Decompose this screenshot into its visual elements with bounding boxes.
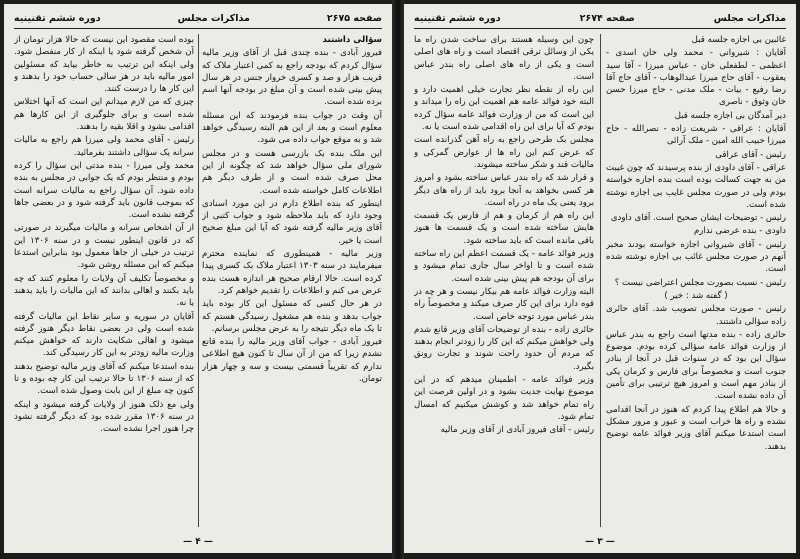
paragraph: حائری زاده - بنده از توضیحات آقای وزیر قانع شدم ولی خواهش میکنم که این کار را زودتر انجام بدهند که مردم آن حدود راحت شوند و تجارت رونق بگیرد. [414,324,594,372]
paragraph: این راه هم از کرمان و هم از فارس یک قسمت هایش ساخته شده است و یک قسمت ها هنوز باقی مانده است که باید ساخته شود. [414,211,594,246]
paragraph: آقایان در سوریه و سایر نقاط این مالیات گرفته شده است ولی در بعضی نقاط دیگر هنوز گرفته میشود و اهالی شکایت دارند که خواهش میکنم وزارت مالیه زودتر به این کار رسیدگی کند. [14,311,194,359]
right-page-column-right [606,34,786,527]
paragraph: وزیر فوائد عامه - یک قسمت اعظم این راه ساخته شده است و تا اواخر سال جاری تمام میشود و برای آن بودجه هم پیش بینی شده است. [414,249,594,284]
right-column-divider [600,34,601,527]
paragraph: وزیر فوائد عامه - اطمینان میدهم که در این موضوع نهایت جدیت بشود و در اولین فرصت این راه تمام خواهد شد و کوشش میکنیم که امسال تمام شود. [414,375,594,422]
right-session-label: دوره ششم تقنینیه [414,12,501,24]
paragraph: چون این وسیله هستند برای ساخت شدن راه ما یکی از وسائل ترقی اقتصاد است و راه های اصلی است و یکی از راه های اصلی راه بندر عباس است. [414,35,594,82]
paragraph: در هر حال کسی که مسئول این کار بوده باید جواب بدهد و بنده هم مشغول رسیدگی هستم که تا یک ماه دیگر نتیجه را به عرض مجلس برسانم. [202,299,382,334]
paragraph: بوده است مقصود این نیست که حالا هزار تومان از آن شخص گرفته شود یا اینکه از کار منفصل شود. ولی اینکه این ترتیب به خاطر بیاید که مسئولین امور مالیه باید در هر سالی حساب خود را بدهند و این کار ها را درست کنند. [14,35,194,95]
paragraph: رئیس - آقای فیروز آبادی از آقای وزیر مالیه [440,425,594,436]
paragraph: و حالا هم اطلاع پیدا کردم که هنوز در آنجا اقدامی نشده و راه ها خراب است و عبور و مرور مشکل است استدعا میکنم آقای وزیر فوائد عامه توضیح بدهند. [606,404,786,452]
paragraph: از آن اشخاص سرانه و مالیات میگیرند در صورتی که در قانون اینطور نیست و در سنه ۱۳۰۶ این ترتیب در خیلی از جاها معمول بود بنابراین استدعا میکنم که این مسئله روشن شود. [14,223,194,271]
left-page-number: صفحه ۲۶۷۵ [326,12,382,24]
left-column-divider [198,34,199,527]
speaker-line: سؤالی داشتند [322,35,382,45]
paragraph: غائبین بی اجازه جلسه قبل [691,35,786,45]
paragraph: رئیس - توضیحات ایشان صحیح است. آقای داودی [610,213,786,224]
paragraph: آقایان : شیروانی - محمد ولی خان اسدی - اعظمی - لطفعلی خان - عباس میرزا - آقا سید یعقوب - آقای حاج میرزا عبدالوهاب - آقای حاج آقا رضا رفیع - بیات - ملک مدنی - حاج میرزا حسن خان وثوق - ناصری [606,48,786,108]
center-note: ( گفته شد : خیر ) [664,290,728,301]
paragraph: و مخصوصاً تکلیف آن ولایات را معلوم کنند که چه باید بکنند و اهالی بدانند که این مالیات را باید بدهند یا نه. [14,273,194,309]
left-journal-title: مذاکرات مجلس [177,12,250,24]
book-gutter [392,0,404,559]
paragraph: دیر آمدگان بی اجازه جلسه قبل [674,110,786,121]
paragraph: این ملک بنده بک بازرسی هست و در مجلس شورای ملی سؤال خواهد شد که چگونه از این محل صرف شده است و از طرف دیگر هم اطلاعات کامل خواسته شده است. [202,148,382,196]
paragraph: وزیر مالیه - همینطوری که نماینده محترم میفرمایند در سنه ۱۳۰۳ اعتبار ملاک بک کسری پیدا کرده است. حالا ارقام صحیح هر اندازه هست بنده عرض می کنم و اطلاعات را تقدیم خواهم کرد. [202,249,382,296]
right-journal-title: مذاکرات مجلس [713,12,786,24]
paragraph: البته وزارت فوائد عامه هم بیکار نیست و هر چه در قوه دارد برای این کار صرف میکند و مخصوصاً راه بندر عباس مورد توجه خاص است. [414,286,594,322]
paragraph: اینطور که بنده اطلاع دارم در این مورد اسنادی وجود دارد که باید ملاحظه شود و جواب کتبی از آقای وزیر مالیه گرفته شود که آیا این مبلغ صحیح است یا خیر. [202,198,382,246]
right-page-number: صفحه ۲۶۷۴ [579,12,635,24]
paragraph: بنده استدعا میکنم که آقای وزیر مالیه توضیح بدهند که از سنه ۱۳۰۶ تا حالا ترتیب این کار چه بوده و تا کنون چه مبلغ از این بابت وصول شده است. [14,361,194,397]
paragraph: و قرار شد که راه بندر عباس ساخته بشود و امروز هر کسی بخواهد به آنجا برود باید از راه های دیگر برود یعنی یک ماه در راه است. [414,173,594,208]
left-page-footer: — ۴ — [183,537,213,547]
right-page-column-left [414,34,594,527]
paragraph: عراقی - آقای داودی از بنده پرسیدند که چون غیبت من به جهت کسالت بوده است بنده اجازه خواسته بودم ولی در صورت مجلس غایب بی اجازه نوشته شده است. [606,162,786,210]
paragraph: فیروز آبادی - جواب آقای وزیر مالیه را بنده قانع نشدم زیرا که من از آن سال تا کنون هیچ اطلاعی ندارم که تقریباً قسمتی بیست و سه و چهار هزار تومان. [202,337,382,385]
left-page-column-left [14,34,194,527]
paragraph: رئیس - صورت مجلس تصویب شد. آقای حائری زاده سؤالی داشتند. [606,304,786,327]
paragraph: رئیس - نسبت بصورت مجلس اعتراضی نیست ؟ [614,277,786,288]
paragraph: فیروز آبادی - بنده چندی قبل از آقای وزیر مالیه سؤال کردم که بودجه راجع به کمی اعتبار ملاک که قریب هزار و صد و کسری خروار جنس در هر سال پیش بینی شده است و آن مبلغ در بودجه آنها اسم برده شده است. [202,48,382,108]
paragraph: مجلس بک طرحی راجع به راه آهن گذرانده است که عرض کنم این راه ها از عوارض گمرکی و مالیات قند و شکر ساخته میشوند. [414,135,594,170]
paragraph: رئیس - آقای شیروانی اجازه خواسته بودند مخبر آنهم در صورت مجلس غائب بی اجازه نوشته شده است. [606,239,786,275]
paragraph: رئیس - آقای محمد ولی میرزا هم راجع به مالیات سرانه یک سؤالی داشتند بفرمائید. [14,135,194,158]
paragraph: حائری زاده - بنده مدتها است راجع به بندر عباس از وزارت فوائد عامه سؤالی کرده بودم. موضوع سؤال این بود که در سنوات قبل در آنجا از بنادر جنوب است و مخصوصاً برای فارس و کرمان یکی از بنادر مهم است و امروز هیچ ترتیبی برای تأمین آن داده نشده است. [606,329,786,402]
paragraph: آقایان : عراقی - شریعت زاده - نصرالله - حاج میرزا حبیب الله امین - ملک آرائی [606,124,786,147]
left-page [4,4,392,553]
left-session-label: دوره ششم تقنینیه [14,12,101,24]
paragraph: داودی - بنده عرضی ندارم [693,226,786,237]
paragraph: محمد ولی میرزا - بنده مدتی این سؤال را کرده بودم و منتظر بودم که یک جوابی در مجلس به بنده داده شود. آن سؤال راجع به مالیات سرانه است که بموجب قانون باید گرفته شود و در بعضی جاها گرفته نشده است. [14,160,194,221]
paragraph: ولی مع ذلک هنوز از ولایات گرفته میشود و اینکه در سنه ۱۳۰۶ مقرر شده بود که دیگر گرفته نشود چرا هنوز اجرا نشده است. [14,399,194,435]
right-page [404,4,796,553]
left-page-column-right [202,34,382,527]
paragraph: آن وقت در جواب بنده فرمودند که این مسئله معلوم است و بعد از این هم البته رسیدگی خواهد شد و به موقع جواب داده می شود. [202,110,382,146]
left-page-header [14,10,382,29]
paragraph: این راه از نقطه نظر تجارت خیلی اهمیت دارد و البته خود فوائد عامه هم اهمیت این راه را میداند و این است که من از وزارت فوائد عامه سؤال کرده بودم که آیا برای این راه اقدامی شده است یا نه. [414,85,594,133]
right-page-footer: — ۳ — [585,537,615,547]
right-page-header [414,10,786,29]
paragraph: رئیس - آقای عراقی [715,149,786,160]
paragraph: چیزی که من لازم میدانم این است که آنها اختلاس شده است و برای جلوگیری از این کارها هم اقدامی بشود و اقلا بقیه را بدهند. [14,97,194,133]
